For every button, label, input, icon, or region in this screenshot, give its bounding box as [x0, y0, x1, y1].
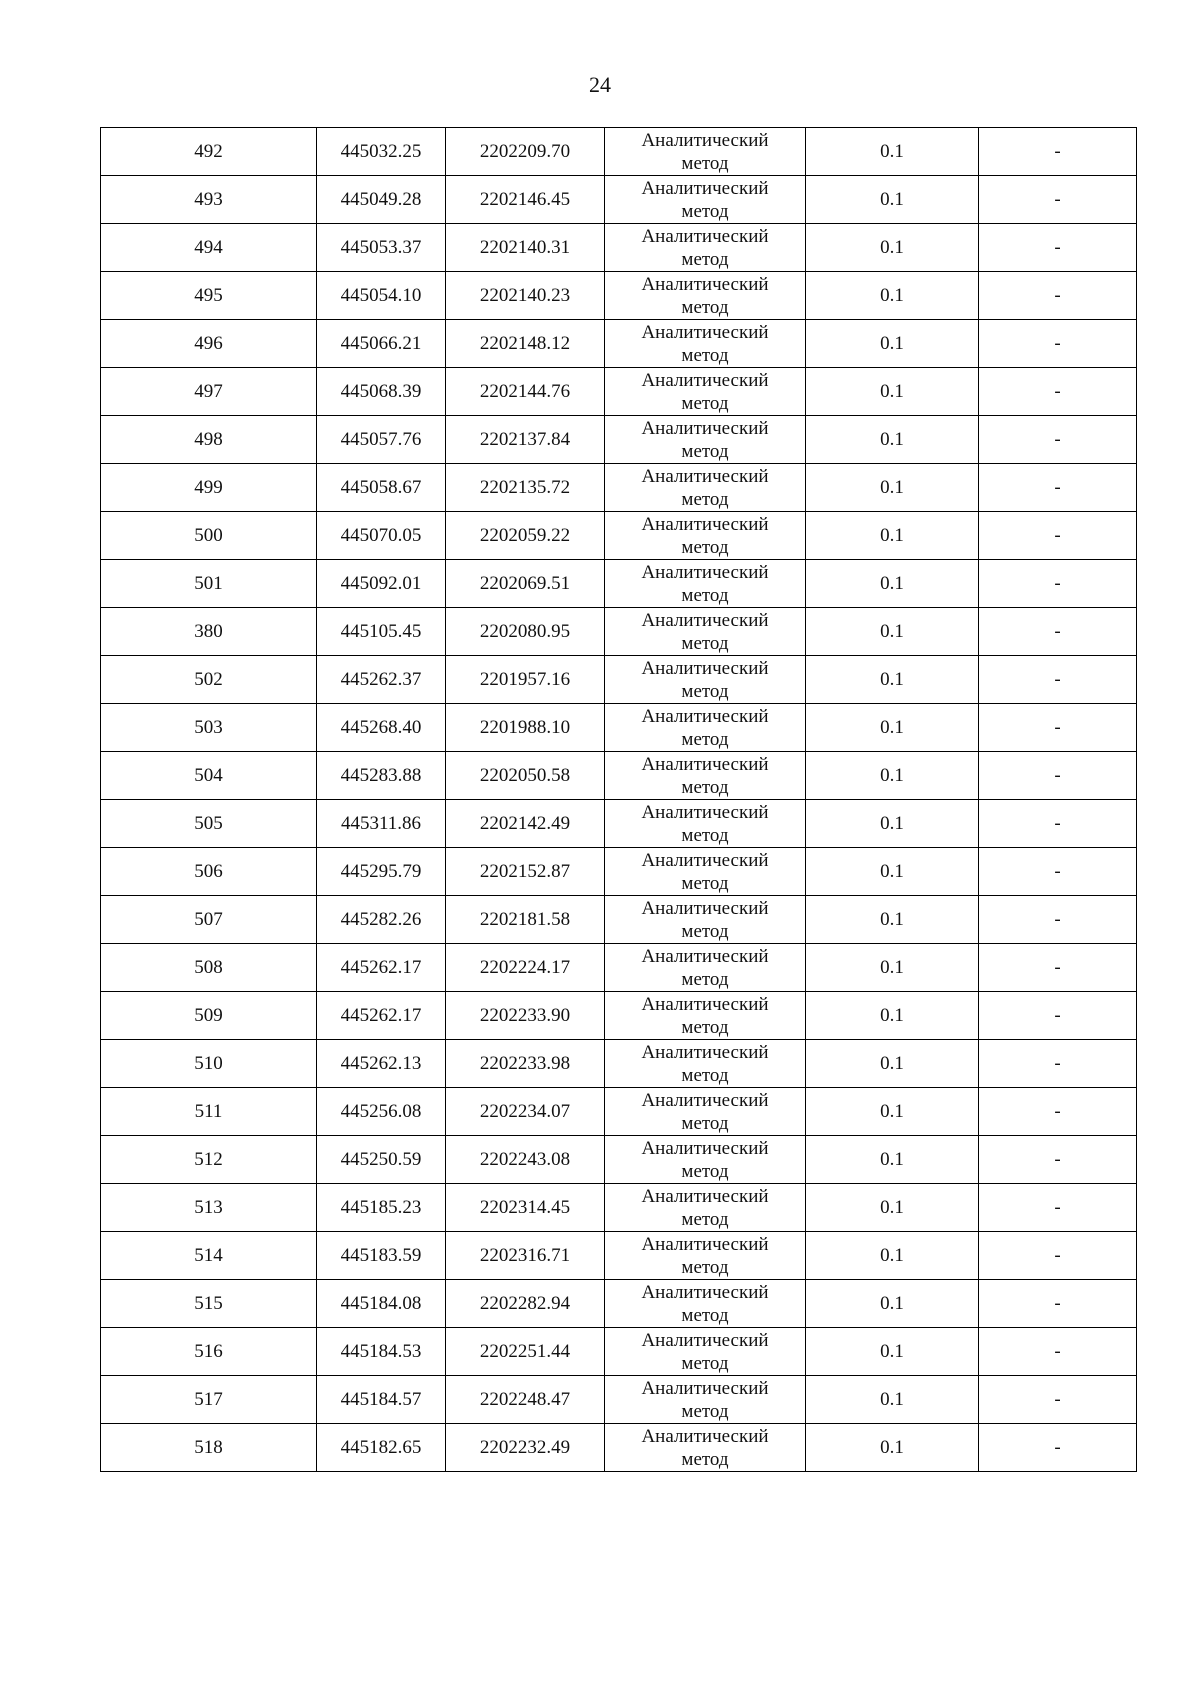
method-line-2: метод	[681, 344, 729, 366]
point-number-cell: 492	[101, 128, 317, 176]
method-line-1: Аналитический	[641, 561, 769, 583]
table-row	[101, 704, 1137, 752]
table-row	[101, 944, 1137, 992]
accuracy-cell: 0.1	[806, 656, 979, 704]
table-row	[101, 1280, 1137, 1328]
y-coordinate-cell: 2202059.22	[446, 512, 605, 560]
y-coordinate-cell: 2202140.23	[446, 272, 605, 320]
note-cell: -	[979, 752, 1137, 800]
x-coordinate-cell: 445256.08	[317, 1088, 446, 1136]
method-cell	[605, 752, 806, 800]
method-line-2: метод	[681, 920, 729, 942]
table-row	[101, 608, 1137, 656]
x-coordinate-cell: 445295.79	[317, 848, 446, 896]
accuracy-cell: 0.1	[806, 1232, 979, 1280]
y-coordinate-cell: 2202152.87	[446, 848, 605, 896]
y-coordinate-cell: 2202314.45	[446, 1184, 605, 1232]
accuracy-cell: 0.1	[806, 800, 979, 848]
x-coordinate-cell: 445068.39	[317, 368, 446, 416]
y-coordinate-cell: 2202224.17	[446, 944, 605, 992]
x-coordinate-cell: 445053.37	[317, 224, 446, 272]
method-cell	[605, 224, 806, 272]
accuracy-cell: 0.1	[806, 704, 979, 752]
y-coordinate-cell: 2202146.45	[446, 176, 605, 224]
accuracy-cell: 0.1	[806, 1136, 979, 1184]
table-row	[101, 1232, 1137, 1280]
y-coordinate-cell: 2202233.98	[446, 1040, 605, 1088]
note-cell: -	[979, 608, 1137, 656]
x-coordinate-cell: 445283.88	[317, 752, 446, 800]
x-coordinate-cell: 445054.10	[317, 272, 446, 320]
y-coordinate-cell: 2202233.90	[446, 992, 605, 1040]
y-coordinate-cell: 2202144.76	[446, 368, 605, 416]
method-cell	[605, 1328, 806, 1376]
note-cell: -	[979, 416, 1137, 464]
method-line-2: метод	[681, 776, 729, 798]
note-cell: -	[979, 464, 1137, 512]
method-line-2: метод	[681, 1256, 729, 1278]
table-row	[101, 176, 1137, 224]
note-cell: -	[979, 896, 1137, 944]
note-cell: -	[979, 1328, 1137, 1376]
y-coordinate-cell: 2202232.49	[446, 1424, 605, 1472]
accuracy-cell: 0.1	[806, 128, 979, 176]
x-coordinate-cell: 445184.08	[317, 1280, 446, 1328]
method-cell	[605, 1280, 806, 1328]
note-cell: -	[979, 272, 1137, 320]
method-line-1: Аналитический	[641, 1089, 769, 1111]
method-cell	[605, 1040, 806, 1088]
method-line-1: Аналитический	[641, 1137, 769, 1159]
note-cell: -	[979, 1088, 1137, 1136]
method-line-2: метод	[681, 1160, 729, 1182]
x-coordinate-cell: 445262.37	[317, 656, 446, 704]
point-number-cell: 501	[101, 560, 317, 608]
accuracy-cell: 0.1	[806, 896, 979, 944]
method-line-1: Аналитический	[641, 225, 769, 247]
method-line-1: Аналитический	[641, 273, 769, 295]
note-cell: -	[979, 224, 1137, 272]
note-cell: -	[979, 1280, 1137, 1328]
y-coordinate-cell: 2202135.72	[446, 464, 605, 512]
y-coordinate-cell: 2202209.70	[446, 128, 605, 176]
method-line-2: метод	[681, 392, 729, 414]
method-cell	[605, 848, 806, 896]
note-cell: -	[979, 176, 1137, 224]
table-row	[101, 800, 1137, 848]
page-number: 24	[589, 72, 611, 97]
method-line-2: метод	[681, 1208, 729, 1230]
note-cell: -	[979, 368, 1137, 416]
y-coordinate-cell: 2202251.44	[446, 1328, 605, 1376]
method-line-2: метод	[681, 440, 729, 462]
point-number-cell: 518	[101, 1424, 317, 1472]
accuracy-cell: 0.1	[806, 272, 979, 320]
y-coordinate-cell: 2201957.16	[446, 656, 605, 704]
method-line-2: метод	[681, 824, 729, 846]
method-line-1: Аналитический	[641, 1281, 769, 1303]
y-coordinate-cell: 2202181.58	[446, 896, 605, 944]
table-row	[101, 752, 1137, 800]
method-line-2: метод	[681, 1448, 729, 1470]
method-line-1: Аналитический	[641, 1233, 769, 1255]
method-line-2: метод	[681, 968, 729, 990]
point-number-cell: 502	[101, 656, 317, 704]
y-coordinate-cell: 2202234.07	[446, 1088, 605, 1136]
point-number-cell: 514	[101, 1232, 317, 1280]
accuracy-cell: 0.1	[806, 1424, 979, 1472]
method-cell	[605, 1376, 806, 1424]
x-coordinate-cell: 445185.23	[317, 1184, 446, 1232]
accuracy-cell: 0.1	[806, 944, 979, 992]
point-number-cell: 500	[101, 512, 317, 560]
method-line-1: Аналитический	[641, 369, 769, 391]
method-line-1: Аналитический	[641, 753, 769, 775]
point-number-cell: 504	[101, 752, 317, 800]
accuracy-cell: 0.1	[806, 752, 979, 800]
method-cell	[605, 800, 806, 848]
method-line-1: Аналитический	[641, 657, 769, 679]
point-number-cell: 503	[101, 704, 317, 752]
x-coordinate-cell: 445070.05	[317, 512, 446, 560]
table-row	[101, 656, 1137, 704]
method-line-1: Аналитический	[641, 897, 769, 919]
method-cell	[605, 608, 806, 656]
method-line-2: метод	[681, 488, 729, 510]
method-cell	[605, 464, 806, 512]
method-line-1: Аналитический	[641, 705, 769, 727]
x-coordinate-cell: 445066.21	[317, 320, 446, 368]
accuracy-cell: 0.1	[806, 848, 979, 896]
point-number-cell: 505	[101, 800, 317, 848]
method-line-1: Аналитический	[641, 465, 769, 487]
method-line-1: Аналитический	[641, 993, 769, 1015]
y-coordinate-cell: 2202142.49	[446, 800, 605, 848]
note-cell: -	[979, 704, 1137, 752]
point-number-cell: 510	[101, 1040, 317, 1088]
x-coordinate-cell: 445262.13	[317, 1040, 446, 1088]
accuracy-cell: 0.1	[806, 608, 979, 656]
method-line-2: метод	[681, 1400, 729, 1422]
accuracy-cell: 0.1	[806, 464, 979, 512]
y-coordinate-cell: 2202148.12	[446, 320, 605, 368]
table-row	[101, 1088, 1137, 1136]
y-coordinate-cell: 2202069.51	[446, 560, 605, 608]
method-cell	[605, 176, 806, 224]
point-number-cell: 506	[101, 848, 317, 896]
accuracy-cell: 0.1	[806, 1280, 979, 1328]
note-cell: -	[979, 1184, 1137, 1232]
x-coordinate-cell: 445032.25	[317, 128, 446, 176]
method-line-1: Аналитический	[641, 1041, 769, 1063]
x-coordinate-cell: 445262.17	[317, 944, 446, 992]
accuracy-cell: 0.1	[806, 1040, 979, 1088]
y-coordinate-cell: 2202140.31	[446, 224, 605, 272]
table-row	[101, 1136, 1137, 1184]
note-cell: -	[979, 848, 1137, 896]
x-coordinate-cell: 445057.76	[317, 416, 446, 464]
note-cell: -	[979, 656, 1137, 704]
point-number-cell: 516	[101, 1328, 317, 1376]
note-cell: -	[979, 512, 1137, 560]
note-cell: -	[979, 800, 1137, 848]
method-line-2: метод	[681, 152, 729, 174]
y-coordinate-cell: 2202050.58	[446, 752, 605, 800]
point-number-cell: 513	[101, 1184, 317, 1232]
method-line-2: метод	[681, 1112, 729, 1134]
note-cell: -	[979, 1136, 1137, 1184]
table-row	[101, 128, 1137, 176]
x-coordinate-cell: 445184.53	[317, 1328, 446, 1376]
table-body	[101, 128, 1137, 1472]
method-cell	[605, 560, 806, 608]
x-coordinate-cell: 445183.59	[317, 1232, 446, 1280]
table-row	[101, 560, 1137, 608]
method-line-1: Аналитический	[641, 945, 769, 967]
method-line-2: метод	[681, 728, 729, 750]
table-row	[101, 896, 1137, 944]
method-cell	[605, 1136, 806, 1184]
method-cell	[605, 512, 806, 560]
method-line-1: Аналитический	[641, 849, 769, 871]
x-coordinate-cell: 445058.67	[317, 464, 446, 512]
point-number-cell: 498	[101, 416, 317, 464]
point-number-cell: 494	[101, 224, 317, 272]
method-line-2: метод	[681, 680, 729, 702]
y-coordinate-cell: 2202080.95	[446, 608, 605, 656]
method-line-1: Аналитический	[641, 129, 769, 151]
method-cell	[605, 992, 806, 1040]
method-line-1: Аналитический	[641, 321, 769, 343]
method-line-1: Аналитический	[641, 609, 769, 631]
y-coordinate-cell: 2202316.71	[446, 1232, 605, 1280]
method-line-2: метод	[681, 1016, 729, 1038]
y-coordinate-cell: 2202243.08	[446, 1136, 605, 1184]
method-cell	[605, 272, 806, 320]
point-number-cell: 511	[101, 1088, 317, 1136]
accuracy-cell: 0.1	[806, 512, 979, 560]
table-row	[101, 464, 1137, 512]
point-number-cell: 507	[101, 896, 317, 944]
method-cell	[605, 704, 806, 752]
method-line-1: Аналитический	[641, 1185, 769, 1207]
method-line-2: метод	[681, 872, 729, 894]
method-line-2: метод	[681, 296, 729, 318]
accuracy-cell: 0.1	[806, 1376, 979, 1424]
method-cell	[605, 1088, 806, 1136]
method-cell	[605, 656, 806, 704]
method-cell	[605, 368, 806, 416]
table-row	[101, 1328, 1137, 1376]
point-number-cell: 497	[101, 368, 317, 416]
accuracy-cell: 0.1	[806, 368, 979, 416]
note-cell: -	[979, 992, 1137, 1040]
point-number-cell: 517	[101, 1376, 317, 1424]
accuracy-cell: 0.1	[806, 1328, 979, 1376]
table-row	[101, 224, 1137, 272]
point-number-cell: 515	[101, 1280, 317, 1328]
table-row	[101, 320, 1137, 368]
method-line-1: Аналитический	[641, 1329, 769, 1351]
table-row	[101, 1376, 1137, 1424]
table-row	[101, 848, 1137, 896]
method-line-1: Аналитический	[641, 177, 769, 199]
note-cell: -	[979, 1376, 1137, 1424]
accuracy-cell: 0.1	[806, 1184, 979, 1232]
method-line-1: Аналитический	[641, 1425, 769, 1447]
method-cell	[605, 1424, 806, 1472]
note-cell: -	[979, 1232, 1137, 1280]
point-number-cell: 493	[101, 176, 317, 224]
table-row	[101, 992, 1137, 1040]
y-coordinate-cell: 2202248.47	[446, 1376, 605, 1424]
method-cell	[605, 128, 806, 176]
accuracy-cell: 0.1	[806, 992, 979, 1040]
method-line-1: Аналитический	[641, 513, 769, 535]
point-number-cell: 495	[101, 272, 317, 320]
method-line-1: Аналитический	[641, 417, 769, 439]
x-coordinate-cell: 445049.28	[317, 176, 446, 224]
method-line-2: метод	[681, 1064, 729, 1086]
table-row	[101, 512, 1137, 560]
table-row	[101, 272, 1137, 320]
method-line-1: Аналитический	[641, 1377, 769, 1399]
method-line-2: метод	[681, 248, 729, 270]
table-row	[101, 1184, 1137, 1232]
method-cell	[605, 416, 806, 464]
accuracy-cell: 0.1	[806, 224, 979, 272]
x-coordinate-cell: 445268.40	[317, 704, 446, 752]
x-coordinate-cell: 445311.86	[317, 800, 446, 848]
x-coordinate-cell: 445250.59	[317, 1136, 446, 1184]
method-cell	[605, 320, 806, 368]
point-number-cell: 380	[101, 608, 317, 656]
note-cell: -	[979, 1040, 1137, 1088]
method-cell	[605, 1184, 806, 1232]
x-coordinate-cell: 445262.17	[317, 992, 446, 1040]
note-cell: -	[979, 944, 1137, 992]
method-line-2: метод	[681, 1352, 729, 1374]
x-coordinate-cell: 445092.01	[317, 560, 446, 608]
x-coordinate-cell: 445282.26	[317, 896, 446, 944]
point-number-cell: 499	[101, 464, 317, 512]
method-cell	[605, 944, 806, 992]
accuracy-cell: 0.1	[806, 176, 979, 224]
note-cell: -	[979, 560, 1137, 608]
x-coordinate-cell: 445184.57	[317, 1376, 446, 1424]
point-number-cell: 496	[101, 320, 317, 368]
point-number-cell: 512	[101, 1136, 317, 1184]
note-cell: -	[979, 128, 1137, 176]
point-number-cell: 509	[101, 992, 317, 1040]
method-line-2: метод	[681, 200, 729, 222]
method-cell	[605, 1232, 806, 1280]
method-line-2: метод	[681, 1304, 729, 1326]
method-line-2: метод	[681, 536, 729, 558]
y-coordinate-cell: 2202137.84	[446, 416, 605, 464]
x-coordinate-cell: 445105.45	[317, 608, 446, 656]
y-coordinate-cell: 2202282.94	[446, 1280, 605, 1328]
note-cell: -	[979, 320, 1137, 368]
table-row	[101, 1040, 1137, 1088]
coordinates-table	[100, 127, 1137, 1472]
method-line-1: Аналитический	[641, 801, 769, 823]
method-line-2: метод	[681, 584, 729, 606]
method-line-2: метод	[681, 632, 729, 654]
table-row	[101, 368, 1137, 416]
y-coordinate-cell: 2201988.10	[446, 704, 605, 752]
x-coordinate-cell: 445182.65	[317, 1424, 446, 1472]
table-row	[101, 1424, 1137, 1472]
point-number-cell: 508	[101, 944, 317, 992]
accuracy-cell: 0.1	[806, 1088, 979, 1136]
accuracy-cell: 0.1	[806, 320, 979, 368]
method-cell	[605, 896, 806, 944]
note-cell: -	[979, 1424, 1137, 1472]
accuracy-cell: 0.1	[806, 416, 979, 464]
accuracy-cell: 0.1	[806, 560, 979, 608]
table-row	[101, 416, 1137, 464]
